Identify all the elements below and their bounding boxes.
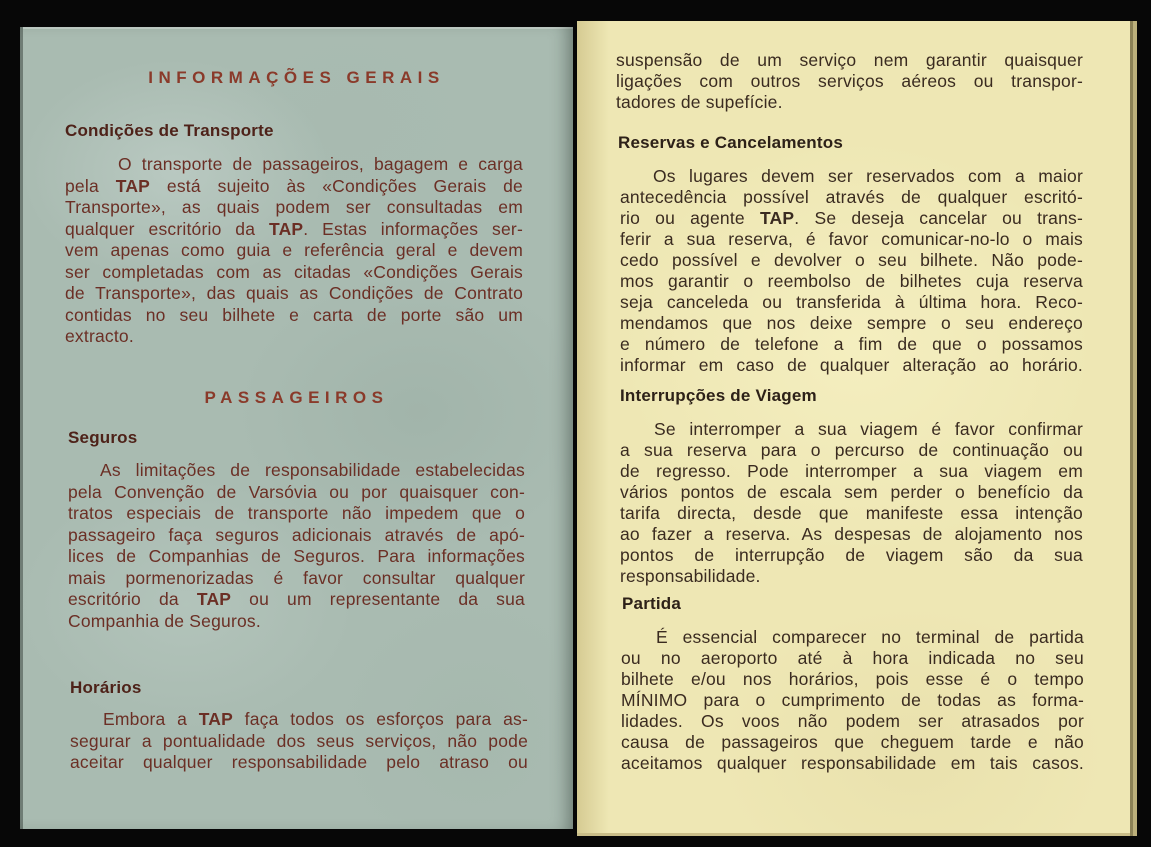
section-title-passengers: PASSAGEIROS xyxy=(204,388,389,407)
text-line: rio ou agente TAP. Se deseja cancelar ou trans- xyxy=(620,207,1083,228)
text-line: a sua reserva para o percurso de continuação ou xyxy=(620,439,1083,460)
text-line: ser completadas com as citadas «Condições Gerais xyxy=(65,261,523,282)
text-line: escritório da TAP ou um representante da sua xyxy=(68,589,525,609)
text-line: Embora a TAP faça todos os esforços para as- xyxy=(103,709,528,729)
paragraph-schedules xyxy=(70,709,528,774)
text-line: mendamos que nos deixe sempre o seu endereço xyxy=(620,312,1083,333)
heading-insurance: Seguros xyxy=(68,428,138,447)
text-line: pela TAP está sujeito às «Condições Gerais de xyxy=(65,175,523,196)
right-page xyxy=(577,21,1137,836)
text-line: Os lugares devem ser reservados com a maior xyxy=(653,165,1083,186)
tap-brand-name: TAP xyxy=(196,589,232,609)
text-line: de regresso. Pode interromper a sua viagem em xyxy=(620,460,1083,481)
text-line: bilhete e/ou nos horários, pois esse é o tempo xyxy=(621,668,1084,689)
text-line: de Transporte», das quais as Condições de Contrato xyxy=(65,283,523,303)
paragraph-interruptions xyxy=(620,419,1083,587)
text-line: contidas no seu bilhete e carta de porte são um xyxy=(65,304,523,325)
text-line: antecedência possível através de qualquer escritó- xyxy=(620,186,1083,207)
text-line: O transporte de passageiros, bagagem e carga xyxy=(118,154,523,174)
text-line: mos garantir o reembolso de bilhetes cuja reserva xyxy=(620,270,1083,291)
text-line: tarifa directa, desde que manifeste essa intenção xyxy=(620,502,1083,523)
text-line: vem apenas como guia e referência geral e devem xyxy=(65,240,523,260)
heading-departure: Partida xyxy=(622,594,682,613)
text-line: aceitar qualquer responsabilidade pelo atraso ou xyxy=(70,752,528,772)
text-line: suspensão de um serviço nem garantir quaisquer xyxy=(616,49,1083,70)
text-line: ligações com outros serviços aéreos ou transpor- xyxy=(616,70,1083,91)
section-title-general-information: INFORMAÇÕES GERAIS xyxy=(148,68,445,87)
text-line: Companhia de Seguros. xyxy=(68,610,261,631)
tap-brand-name: TAP xyxy=(759,207,795,228)
paragraph-insurance xyxy=(68,460,525,632)
text-line: ao fazer a reserva. As despesas de alojamento nos xyxy=(620,523,1083,544)
heading-schedules: Horários xyxy=(70,678,142,697)
text-line: extracto. xyxy=(65,326,134,346)
text-line: pela Convenção de Varsóvia ou por quaisquer con- xyxy=(68,481,525,502)
text-line: causa de passageiros que cheguem tarde e não xyxy=(621,731,1084,752)
paragraph-reservations xyxy=(620,166,1083,376)
text-line: pontos de interrupção de viagem são da sua xyxy=(620,544,1083,565)
text-line: lices de Companhias de Seguros. Para informações xyxy=(68,546,525,566)
text-line: seja canceleda ou transferida à última hora. Reco- xyxy=(620,291,1083,312)
text-line: Transporte», as quais podem ser consultadas em xyxy=(65,197,523,217)
tap-brand-name: TAP xyxy=(115,175,151,196)
heading-reservations-cancellations: Reservas e Cancelamentos xyxy=(618,133,843,152)
paragraph-schedules-continuation xyxy=(616,50,1083,113)
tap-brand-name: TAP xyxy=(198,709,234,729)
text-line: qualquer escritório da TAP. Estas informações ser- xyxy=(65,218,523,239)
text-line: As limitações de responsabilidade estabelecidas xyxy=(100,460,525,480)
tap-brand-name: TAP xyxy=(268,218,304,239)
text-line: ou no aeroporto até à hora indicada no seu xyxy=(621,647,1084,668)
heading-transport-conditions: Condições de Transporte xyxy=(65,121,274,140)
text-line: ferir a sua reserva, é favor comunicar-no-lo o mais xyxy=(620,228,1083,249)
heading-travel-interruptions: Interrupções de Viagem xyxy=(620,386,817,405)
text-line: informar em caso de qualquer alteração ao horário. xyxy=(620,354,1083,375)
paragraph-transport-conditions xyxy=(65,154,523,348)
text-line: MÍNIMO para o cumprimento de todas as forma- xyxy=(621,689,1084,710)
text-line: É essencial comparecer no terminal de partida xyxy=(656,626,1084,647)
text-line: vários pontos de escala sem perder o benefício da xyxy=(620,481,1083,502)
text-line: tratos especiais de transporte não impedem que o xyxy=(68,503,525,523)
text-line: cedo possível e devolver o seu bilhete. Não pode- xyxy=(620,249,1083,270)
text-line: mais pormenorizadas é favor consultar qualquer xyxy=(68,567,525,588)
text-line: aceitamos qualquer responsabilidade em tais casos. xyxy=(621,752,1084,773)
paragraph-departure xyxy=(621,627,1084,774)
text-line: Se interromper a sua viagem é favor confirmar xyxy=(654,418,1083,439)
left-page xyxy=(20,27,573,829)
text-line: segurar a pontualidade dos seus serviços, não pode xyxy=(70,730,528,751)
text-line: passageiro faça seguros adicionais através de apó- xyxy=(68,524,525,545)
text-line: tadores de supefície. xyxy=(616,91,783,112)
text-line: lidades. Os voos não podem ser atrasados por xyxy=(621,710,1084,731)
text-line: e número de telefone a fim de que o possamos xyxy=(620,333,1083,354)
text-line: responsabilidade. xyxy=(620,565,761,586)
